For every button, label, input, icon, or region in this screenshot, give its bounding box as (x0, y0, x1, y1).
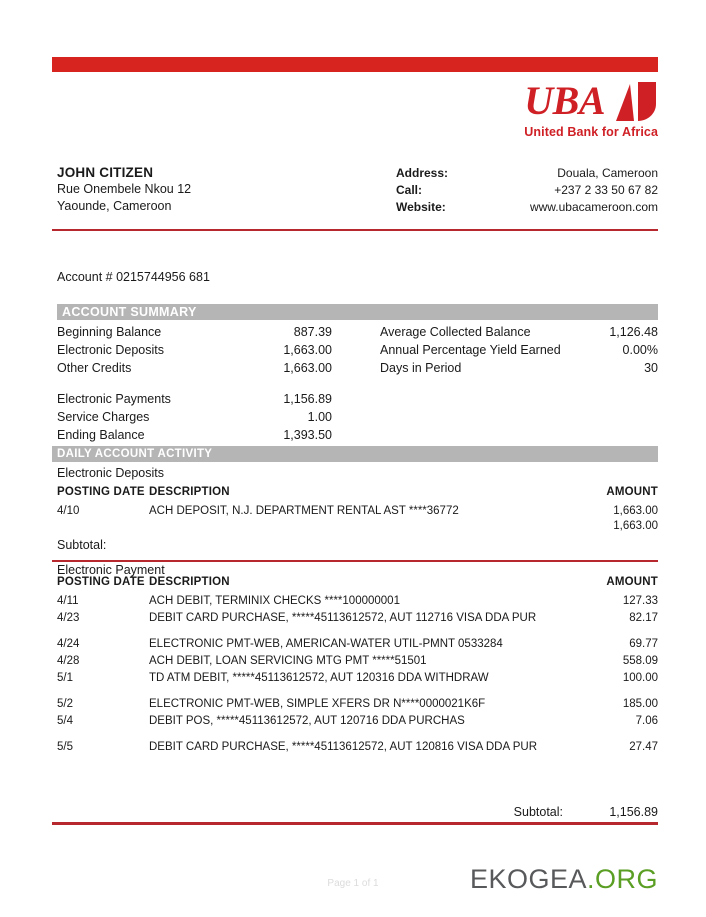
summary-left-value: 1,663.00 (283, 361, 332, 375)
summary-right-value: 1,126.48 (609, 325, 658, 339)
subsection-title-deposits: Electronic Deposits (57, 466, 164, 480)
logo-wordmark: UBA (524, 78, 605, 123)
txn-date: 5/1 (57, 672, 73, 684)
summary-spacer (332, 323, 380, 341)
summary-left-value: 1,156.89 (283, 392, 332, 406)
page-number-note: Page 1 of 1 (327, 878, 379, 889)
contact-address-value: Douala, Cameroon (557, 166, 658, 180)
payments-table-body (57, 593, 658, 756)
summary-left-value: 1,393.50 (283, 428, 332, 442)
payments-subtotal-row (57, 805, 658, 819)
column-header-amount: AMOUNT (606, 486, 658, 498)
txn-date: 5/2 (57, 698, 73, 710)
summary-row (57, 341, 658, 359)
logo-row (440, 80, 658, 122)
txn-date: 4/11 (57, 595, 79, 607)
customer-name: JOHN CITIZEN (57, 165, 154, 180)
summary-row (57, 359, 658, 377)
txn-amount: 1,663.00 (613, 505, 658, 517)
deposits-table-body (57, 503, 658, 520)
txn-date: 4/28 (57, 655, 80, 667)
contact-call-value: +237 2 33 50 67 82 (554, 183, 658, 197)
summary-left-label: Other Credits (57, 361, 132, 375)
txn-description: DEBIT POS, *****45113612572, AUT 120716 DDA PURCHAS (149, 715, 465, 727)
column-header-posting-date: POSTING DATE (57, 576, 145, 588)
table-row (57, 739, 658, 756)
uba-flame-icon (614, 80, 658, 122)
summary-row (57, 426, 658, 444)
summary-gap (57, 377, 658, 390)
contact-address-label: Address: (396, 166, 449, 180)
column-header-posting-date: POSTING DATE (57, 486, 145, 498)
column-header-amount: AMOUNT (606, 576, 658, 588)
txn-amount: 100.00 (622, 672, 658, 684)
txn-amount: 82.17 (629, 612, 658, 624)
contact-row-call (396, 182, 658, 199)
customer-address-line-2: Yaounde, Cameroon (57, 199, 172, 213)
txn-amount: 27.47 (629, 741, 658, 753)
summary-left-label: Electronic Payments (57, 392, 171, 406)
summary-left-label: Ending Balance (57, 428, 145, 442)
summary-left-value: 1,663.00 (283, 343, 332, 357)
contact-call-label: Call: (396, 183, 423, 197)
txn-description: ELECTRONIC PMT-WEB, SIMPLE XFERS DR N****0000021K6F (149, 698, 486, 710)
deposits-subtotal-label: Subtotal: (57, 538, 107, 552)
divider-under-header (52, 229, 658, 231)
section-header-account-summary: ACCOUNT SUMMARY (57, 304, 658, 320)
txn-description: ACH DEBIT, TERMINIX CHECKS ****100000001 (149, 595, 400, 607)
divider-footer (52, 822, 658, 825)
summary-left-label: Service Charges (57, 410, 150, 424)
txn-date: 4/10 (57, 505, 80, 517)
table-row (57, 670, 658, 687)
txn-amount: 185.00 (622, 698, 658, 710)
summary-left-label: Beginning Balance (57, 325, 162, 339)
txn-description: ELECTRONIC PMT-WEB, AMERICAN-WATER UTIL-PMNT 0533284 (149, 638, 503, 650)
summary-right-label: Days in Period (380, 361, 462, 375)
summary-row (57, 323, 658, 341)
ekogea-watermark (470, 864, 658, 895)
contact-row-website (396, 199, 658, 216)
txn-amount: 7.06 (635, 715, 658, 727)
txn-date: 5/5 (57, 741, 73, 753)
txn-amount: 127.33 (622, 595, 658, 607)
summary-row (57, 408, 658, 426)
contact-website-value[interactable]: www.ubacameroon.com (529, 200, 658, 214)
column-header-description: DESCRIPTION (149, 576, 230, 588)
summary-right-label: Annual Percentage Yield Earned (380, 343, 561, 357)
customer-address-line-1: Rue Onembele Nkou 12 (57, 182, 192, 196)
txn-description: ACH DEBIT, LOAN SERVICING MTG PMT *****51501 (149, 655, 427, 667)
summary-right-value: 30 (644, 361, 658, 375)
summary-spacer (332, 359, 380, 377)
txn-date: 5/4 (57, 715, 73, 727)
table-row (57, 636, 658, 653)
summary-right-label: Average Collected Balance (380, 325, 531, 339)
table-row (57, 610, 658, 627)
txn-description: DEBIT CARD PURCHASE, *****45113612572, AUT 120816 VISA DDA PUR (149, 741, 538, 753)
table-row (57, 696, 658, 713)
summary-spacer (332, 341, 380, 359)
section-header-daily-activity: DAILY ACCOUNT ACTIVITY (52, 446, 658, 462)
txn-date: 4/24 (57, 638, 80, 650)
table-row (57, 593, 658, 610)
payments-subtotal-label: Subtotal: (513, 805, 563, 819)
payments-table-header (57, 576, 658, 588)
txn-description: TD ATM DEBIT, *****45113612572, AUT 120316 DDA WITHDRAW (149, 672, 489, 684)
deposits-total-amount: 1,663.00 (613, 520, 658, 532)
payments-subtotal-value: 1,156.89 (609, 805, 658, 819)
logo-tagline: United Bank for Africa (524, 125, 658, 139)
txn-amount: 558.09 (622, 655, 658, 667)
txn-description: ACH DEPOSIT, N.J. DEPARTMENT RENTAL AST ****36772 (149, 505, 459, 517)
txn-description: DEBIT CARD PURCHASE, *****45113612572, AUT 112716 VISA DDA PUR (149, 612, 537, 624)
summary-left-value: 887.39 (293, 325, 332, 339)
table-row (57, 503, 658, 520)
txn-amount: 69.77 (629, 638, 658, 650)
summary-left-label: Electronic Deposits (57, 343, 164, 357)
contact-website-label: Website: (396, 200, 446, 214)
deposits-table-header (57, 486, 658, 498)
uba-logo (440, 80, 658, 142)
bank-contact-block (396, 165, 658, 216)
summary-row (57, 390, 658, 408)
divider-above-payments (52, 560, 658, 562)
table-row (57, 653, 658, 670)
summary-right-value: 0.00% (622, 343, 658, 357)
header-red-bar (52, 57, 658, 72)
table-row (57, 713, 658, 730)
column-header-description: DESCRIPTION (149, 486, 230, 498)
contact-row-address (396, 165, 658, 182)
txn-date: 4/23 (57, 612, 80, 624)
account-summary-table (57, 323, 658, 444)
account-number: Account # 0215744956 681 (57, 270, 210, 284)
summary-left-value: 1.00 (307, 410, 332, 424)
watermark-name: EKOGEA (469, 864, 587, 894)
watermark-tld: .ORG (586, 864, 658, 894)
subsection-title-payments: Electronic Payment (57, 563, 165, 577)
